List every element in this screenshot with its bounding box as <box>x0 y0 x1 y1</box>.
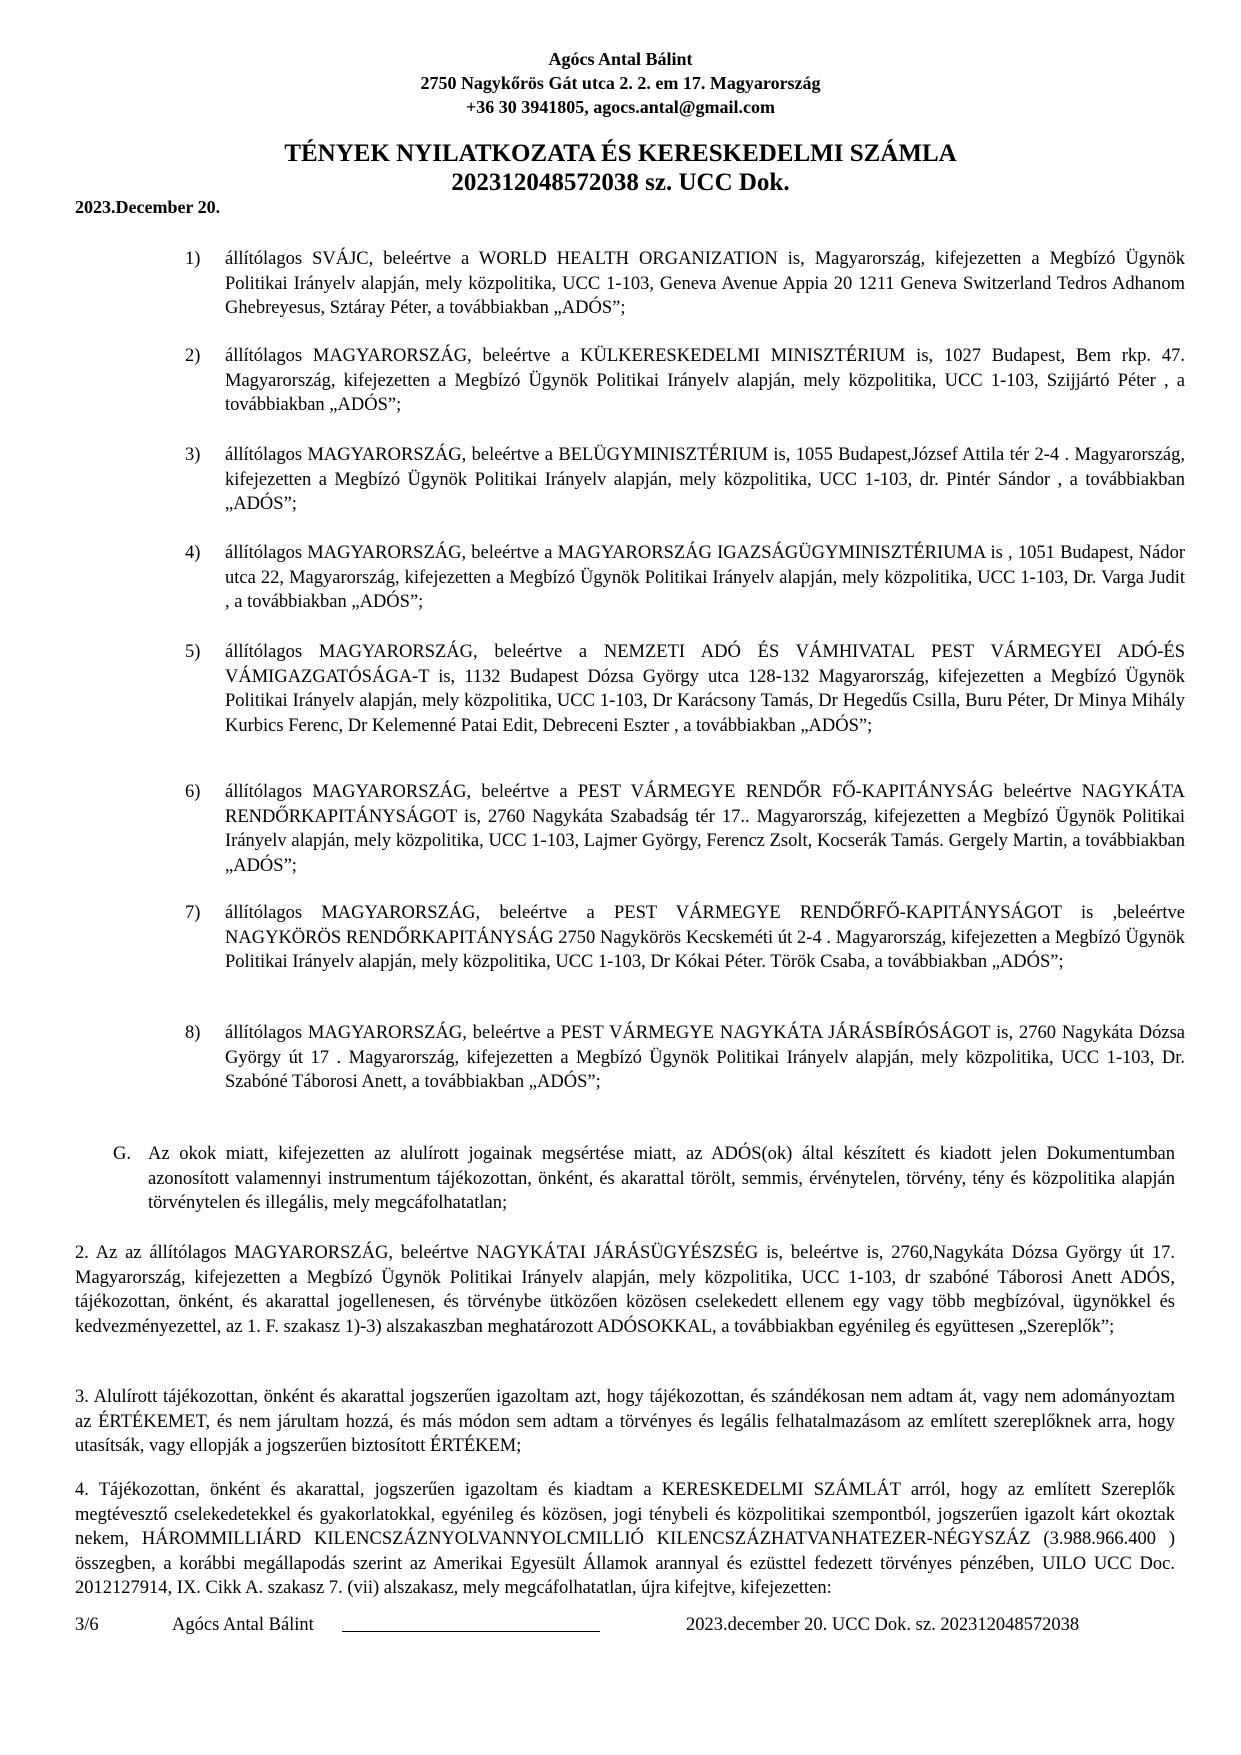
list-item-text: állítólagos MAGYARORSZÁG, beleértve a BELÜGYMINISZTÉRIUM is, 1055 Budapest,József Attila tér 2-4 . Magyarország, kifejezetten a Megbízó Ügynök Politikai Irányelv alapján, mely közpolitika, UCC 1-103, dr. Pintér Sándor , a továbbiakban „ADÓS”; <box>225 445 1185 514</box>
page-number: 3/6 <box>75 1615 99 1635</box>
list-item <box>185 1021 1185 1095</box>
list-item <box>185 443 1185 517</box>
paragraph-3: 3. Alulírott tájékozottan, önként és akarattal jogszerűen igazoltam azt, hogy tájékozottan, és szándékosan nem adtam át, vagy nem adományoztam az ÉRTÉKEMET, és nem járultam hozzá, és más módon sem adtam a törvényes és legális felhatalmazásom az említett szereplőknek arra, hogy utasítsák, vagy ellopják a jogszerűen biztosított ÉRTÉKEM; <box>75 1387 1175 1456</box>
list-item-text: állítólagos MAGYARORSZÁG, beleértve a PEST VÁRMEGYE NAGYKÁTA JÁRÁSBÍRÓSÁGOT is, 2760 Nagykáta Dózsa György út 17 . Magyarország, kifejezetten a Megbízó Ügynök Politikai Irányelv alapján, mely közpolitika, UCC 1-103, Dr. Szabóné Táborosi Anett, a továbbiakban „ADÓS”; <box>225 1023 1185 1092</box>
list-item <box>185 640 1185 738</box>
section-g-text: Az okok miatt, kifejezetten az alulírott jogainak megsértése miatt, az ADÓS(ok) által készített és kiadott jelen Dokumentumban azonosított valamennyi instrumentum tájékozottan, önként, és akarattal törölt, semmis, érvénytelen, törvény, tény és közpolitika alapján törvénytelen és illegális, mely megcáfolhatatlan; <box>148 1144 1175 1213</box>
list-item <box>185 247 1185 321</box>
list-item-text: állítólagos MAGYARORSZÁG, beleértve a NEMZETI ADÓ ÉS VÁMHIVATAL PEST VÁRMEGYEI ADÓ-ÉS VÁMIGAZGATÓSÁGA-T is, 1132 Budapest Dózsa György utca 128-132 Magyarország, kifejezetten a Megbízó Ügynök Politikai Irányelv alapján, mely közpolitika, UCC 1-103, Dr Karácsony Tamás, Dr Hegedűs Csilla, Buru Péter, Dr Minya Mihály Kurbics Ferenc, Dr Kelemenné Patai Edit, Debreceni Eszter , a továbbiakban „ADÓS”; <box>225 642 1185 736</box>
list-item-text: állítólagos MAGYARORSZÁG, beleértve a KÜLKERESKEDELMI MINISZTÉRIUM is, 1027 Budapest, Bem rkp. 47. Magyarország, kifejezetten a Megbízó Ügynök Politikai Irányelv alapján, mely közpolitika, UCC 1-103, Szijjártó Péter , a továbbiakban „ADÓS”; <box>225 346 1185 415</box>
list-item-number: 7) <box>185 903 201 923</box>
document-title: TÉNYEK NYILATKOZATA ÉS KERESKEDELMI SZÁMLA <box>284 140 957 167</box>
list-item-number: 8) <box>185 1023 201 1043</box>
list-item-number: 6) <box>185 782 201 802</box>
section-g-label: G. <box>113 1144 131 1164</box>
list-item-text: állítólagos SVÁJC, beleértve a WORLD HEALTH ORGANIZATION is, Magyarország, kifejezetten a Megbízó Ügynök Politikai Irányelv alapján, mely közpolitika, UCC 1-103, Geneva Avenue Appia 20 1211 Geneva Switzerland Tedros Adhanom Ghebreyesus, Sztáray Péter, a továbbiakban „ADÓS”; <box>225 249 1185 318</box>
signer-name: Agócs Antal Bálint <box>172 1615 314 1635</box>
document-number: 202312048572038 sz. UCC Dok. <box>451 169 790 196</box>
list-item <box>185 780 1185 878</box>
list-item-text: állítólagos MAGYARORSZÁG, beleértve a PEST VÁRMEGYE RENDŐR FŐ-KAPITÁNYSÁG beleértve NAGYKÁTA RENDŐRKAPITÁNYSÁGOT is, 2760 Nagykáta Szabadság tér 17.. Magyarország, kifejezetten a Megbízó Ügynök Politikai Irányelv alapján, mely közpolitika, UCC 1-103, Lajmer György, Ferencz Zsolt, Kocserák Tamás. Gergely Martin, a továbbiakban „ADÓS”; <box>225 782 1185 876</box>
sender-contact: +36 30 3941805, agocs.antal@gmail.com <box>466 97 775 117</box>
list-item-number: 4) <box>185 543 201 563</box>
sender-name: Agócs Antal Bálint <box>548 49 693 69</box>
sender-address: 2750 Nagykőrös Gát utca 2. 2. em 17. Magyarország <box>420 73 821 93</box>
list-item-text: állítólagos MAGYARORSZÁG, beleértve a MAGYARORSZÁG IGAZSÁGÜGYMINISZTÉRIUMA is , 1051 Budapest, Nádor utca 22, Magyarország, kifejezetten a Megbízó Ügynök Politikai Irányelv alapján, mely közpolitika, UCC 1-103, Dr. Varga Judit , a továbbiakban „ADÓS”; <box>225 543 1185 612</box>
list-item-number: 5) <box>185 642 201 662</box>
list-item <box>185 541 1185 615</box>
footer-reference: 2023.december 20. UCC Dok. sz. 202312048572038 <box>686 1615 1080 1635</box>
paragraph-4: 4. Tájékozottan, önként és akarattal, jogszerűen igazoltam és kiadtam a KERESKEDELMI SZÁMLÁT arról, hogy az említett Szereplők megtévesztő cselekedetekkel és gyakorlatokkal, egyénileg és közösen, jogi ténybeli és közpolitikai szempontból, jogszerűen igazolt kárt okoztak nekem, HÁROMMILLIÁRD KILENCSZÁZNYOLVANNYOLCMILLIÓ KILENCSZÁZHATVANHATEZER-NÉGYSZÁZ (3.988.966.400 ) összegben, a korábbi megállapodás szerint az Amerikai Egyesült Államok arannyal és ezüsttel fedezett törvényes pénzében, UILO UCC Doc. 2012127914, IX. Cikk A. szakasz 7. (vii) alszakasz, mely megcáfolhatatlan, újra kifejtve, kifejezetten: <box>75 1480 1175 1598</box>
list-item <box>185 901 1185 975</box>
list-item-number: 1) <box>185 249 201 269</box>
list-item <box>185 344 1185 418</box>
list-item-number: 2) <box>185 346 201 366</box>
document-date: 2023.December 20. <box>75 197 221 217</box>
paragraph-2: 2. Az az állítólagos MAGYARORSZÁG, beleértve NAGYKÁTAI JÁRÁSÜGYÉSZSÉG is, beleértve is, 2760,Nagykáta Dózsa György út 17. Magyarország, kifejezetten a Megbízó Ügynök Politikai Irányelv alapján, mely közpolitika, UCC 1-103, dr szabóné Táborosi Anett ADÓS, tájékozottan, önként, és akarattal jogellenesen, és törvénybe ütközően közösen cselekedett ellenem egy vagy több megbízóval, ügynökkel és kedvezményezettel, az 1. F. szakasz 1)-3) alszakaszban meghatározott ADÓSOKKAL, a továbbiakban egyénileg és együttesen „Szereplők”; <box>75 1243 1175 1337</box>
list-item-number: 3) <box>185 445 201 465</box>
list-item-text: állítólagos MAGYARORSZÁG, beleértve a PEST VÁRMEGYE RENDŐRFŐ-KAPITÁNYSÁGOT is ,beleértve NAGYKÖRÖS RENDŐRKAPITÁNYSÁG 2750 Nagykörös Kecskeméti út 2-4 . Magyarország, kifejezetten a Megbízó Ügynök Politikai Irányelv alapján, mely közpolitika, UCC 1-103, Dr Kókai Péter. Török Csaba, a továbbiakban „ADÓS”; <box>225 903 1185 972</box>
section-g <box>113 1142 1175 1216</box>
